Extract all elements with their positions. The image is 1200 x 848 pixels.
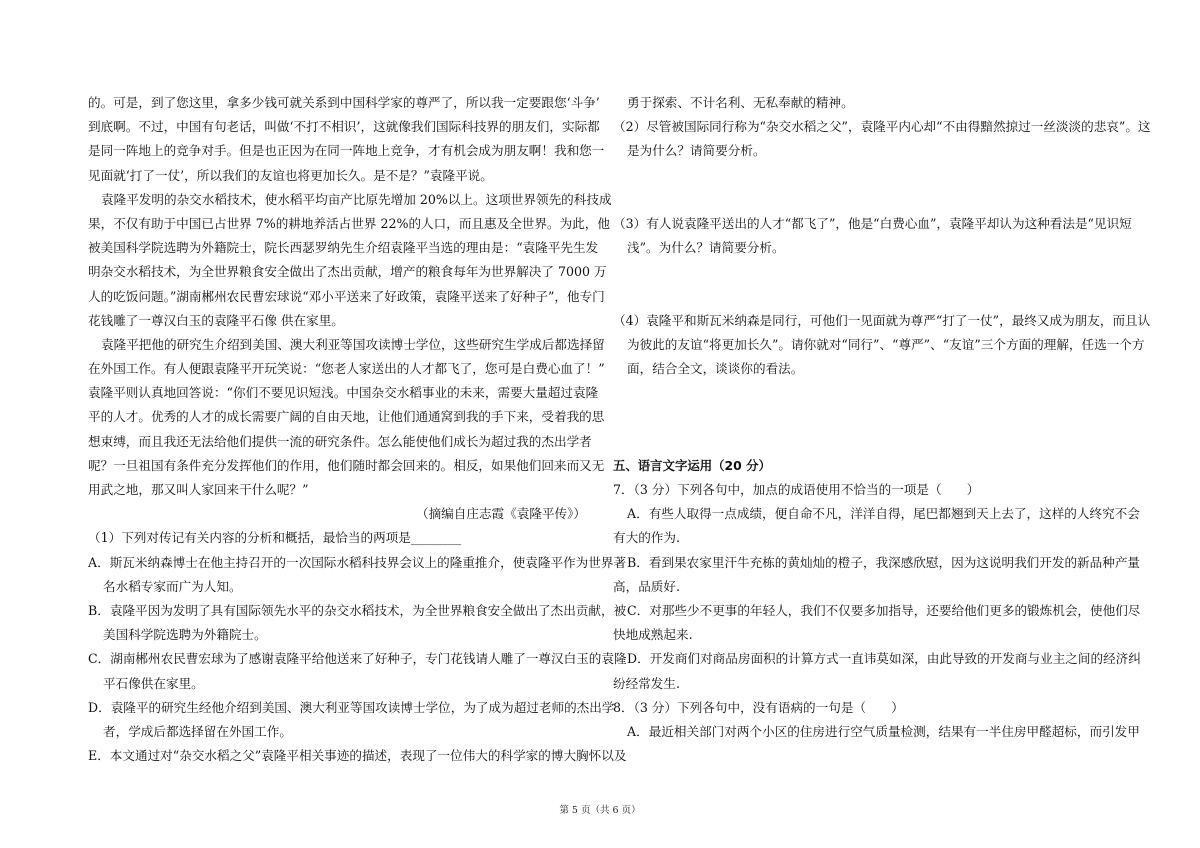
q7-option-d: D．开发商们对商品房面积的计算方式一直讳莫如深，由此导致的开发商与业主之间的经济纠: [627, 651, 1141, 667]
question-4: （4）袁隆平和斯瓦米纳森是同行，可他们一见面就为尊严“打了一仗”，最终又成为朋友，而且认: [613, 312, 1151, 328]
option-b-cont: 美国科学院选聘为外籍院士。: [103, 627, 267, 643]
paragraph-line: 果，不仅有助于中国已占世界 7%的耕地养活占世界 22%的人口，而且惠及全世界。为此，他: [88, 215, 610, 231]
question-2: （2）尽管被国际同行称为“杂交水稻之父”，袁隆平内心却“不由得黯然掠过一丝淡淡的悲哀”。这: [613, 119, 1151, 135]
question-3: （3）有人说袁隆平送出的人才“都飞了”，他是“白费心血”，袁隆平却认为这种看法是“见识短: [613, 215, 1132, 231]
paragraph-line: 袁隆平把他的研究生介绍到美国、澳大利亚等国攻读博士学位，这些研究生学成后都选择留: [101, 336, 605, 352]
q7-option-a-cont: 有大的作为.: [613, 530, 680, 546]
option-c: C．湖南郴州农民曹宏球为了感谢袁隆平给他送来了好种子，专门花钱请人雕了一尊汉白玉的袁隆: [88, 651, 627, 667]
paragraph-line: 明杂交水稻技术，为全世界粮食安全做出了杰出贡献，增产的粮食每年为世界解决了 7000 万: [88, 264, 607, 280]
paragraph-line: 平的人才。优秀的人才的成长需要广阔的自由天地，让他们通通窝到我的手下来，受着我的思: [88, 409, 605, 425]
paragraph-line: 在外国工作。有人便跟袁隆平开玩笑说：“您老人家送出的人才都飞了，您可是白费心血了！”: [88, 361, 605, 377]
paragraph-line: 想束缚，而且我还无法给他们提供一流的研究条件。怎么能使他们成长为超过我的杰出学者: [88, 433, 592, 449]
q7-option-c-cont: 快地成熟起来.: [613, 627, 693, 643]
question-3-cont: 浅”。为什么？请简要分析。: [627, 240, 785, 256]
paragraph-line: 呢？一旦祖国有条件充分发挥他们的作用，他们随时都会回来的。相反，如果他们回来而又无: [88, 457, 605, 473]
paragraph-line: 用武之地，那又叫人家回来干什么呢？”: [88, 482, 309, 497]
paragraph-line: 袁隆平发明的杂交水稻技术，使水稻平均亩产比原先增加 20%以上。这项世界领先的科技成: [101, 191, 612, 207]
answer-space: [613, 405, 1113, 429]
source-citation: （摘编自庄志霞《袁隆平传》）: [415, 506, 586, 522]
option-d: D．袁隆平的研究生经他介绍到美国、澳大利亚等国攻读博士学位，为了成为超过老师的杰出学: [88, 699, 615, 715]
paragraph-line: 是同一阵地上的竞争对手。但是也正因为在同一阵地上竞争，才有机会成为朋友啊！我和您一: [88, 143, 605, 159]
paragraph-line: 到底啊。不过，中国有句老话，叫做‘不打不相识’，这就像我们国际科技界的朋友们，实际都: [88, 119, 600, 135]
answer-space: [613, 260, 1113, 284]
paragraph-line: 人的吃饭问题。”湖南郴州农民曹宏球说“邓小平送来了好政策，袁隆平送来了好种子”，他专门: [88, 288, 605, 304]
option-a-cont: 名水稻专家而广为人知。: [103, 578, 242, 594]
q7-option-b: B．看到果农家里汗牛充栋的黄灿灿的橙子，我深感欣慰，因为这说明我们开发的新品种产量: [627, 554, 1141, 570]
right-column: [613, 91, 1151, 744]
option-a: A．斯瓦米纳森博士在他主持召开的一次国际水稻科技界会议上的隆重推介，使袁隆平作为世界著: [88, 554, 627, 570]
q7-option-c: C．对那些少不更事的年轻人，我们不仅要多加指导，还要给他们更多的锻炼机会，使他们尽: [627, 602, 1141, 618]
question-7: 7．（3 分）下列各句中，加点的成语使用不恰当的一项是（ ）: [613, 482, 980, 497]
paragraph-line: 的。可是，到了您这里，拿多少钱可就关系到中国科学家的尊严了，所以我一定要跟您‘斗争’: [88, 95, 600, 110]
answer-space: [613, 430, 1113, 454]
question-2-cont: 是为什么？请简要分析。: [627, 143, 766, 159]
question-4-cont: 面，结合全文，谈谈你的看法。: [627, 361, 804, 377]
q7-option-b-cont: 高，品质好.: [613, 578, 680, 594]
answer-space: [613, 188, 1113, 212]
q8-option-a: A．最近相关部门对两个小区的住房进行空气质量检测，结果有一半住房甲醛超标，而引发甲: [627, 723, 1140, 739]
option-e-cont: 勇于探索、不计名利、无私奉献的精神。: [627, 95, 854, 110]
answer-space: [613, 164, 1113, 188]
left-column: [88, 91, 627, 768]
option-c-cont: 平石像供在家里。: [103, 675, 204, 691]
option-d-cont: 者，学成后都选择留在外国工作。: [103, 723, 292, 739]
paragraph-line: 见面就‘打了一仗’，所以我们的友谊也将更加长久。是不是？”袁隆平说。: [88, 167, 493, 183]
answer-space: [613, 381, 1113, 405]
question-4-cont: 为彼此的友谊“将更加长久”。请你就对“同行”、“尊严”、“友谊”三个方面的理解，任选一个方: [627, 336, 1145, 352]
option-b: B．袁隆平因为发明了具有国际领先水平的杂交水稻技术，为全世界粮食安全做出了杰出贡献，被: [88, 602, 627, 618]
q7-option-a: A．有些人取得一点成绩，便自命不凡，洋洋自得，尾巴都翘到天上去了，这样的人终究不会: [627, 506, 1140, 522]
question-1: （1）下列对传记有关内容的分析和概括，最恰当的两项是________: [88, 530, 462, 546]
section-heading: 五、语言文字运用（20 分）: [613, 457, 771, 473]
answer-space: [613, 285, 1113, 309]
page-number: 第 5 页（共 6 页）: [559, 805, 641, 816]
option-e: E．本文通过对“杂交水稻之父”袁隆平相关事迹的描述，表现了一位伟大的科学家的博大胸怀以及: [88, 748, 627, 764]
q7-option-d-cont: 纷经常发生.: [613, 675, 680, 691]
paragraph-line: 被美国科学院选聘为外籍院士，院长西瑟罗纳先生介绍袁隆平当选的理由是：“袁隆平先生发: [88, 240, 599, 256]
paragraph-line: 袁隆平则认真地回答说：“你们不要见识短浅。中国杂交水稻事业的未来，需要大量超过袁隆: [88, 385, 599, 401]
question-8: 8．（3 分）下列各句中，没有语病的一句是（ ）: [613, 699, 904, 715]
paragraph-line: 花钱雕了一尊汉白玉的袁隆平石像 供在家里。: [88, 312, 344, 328]
